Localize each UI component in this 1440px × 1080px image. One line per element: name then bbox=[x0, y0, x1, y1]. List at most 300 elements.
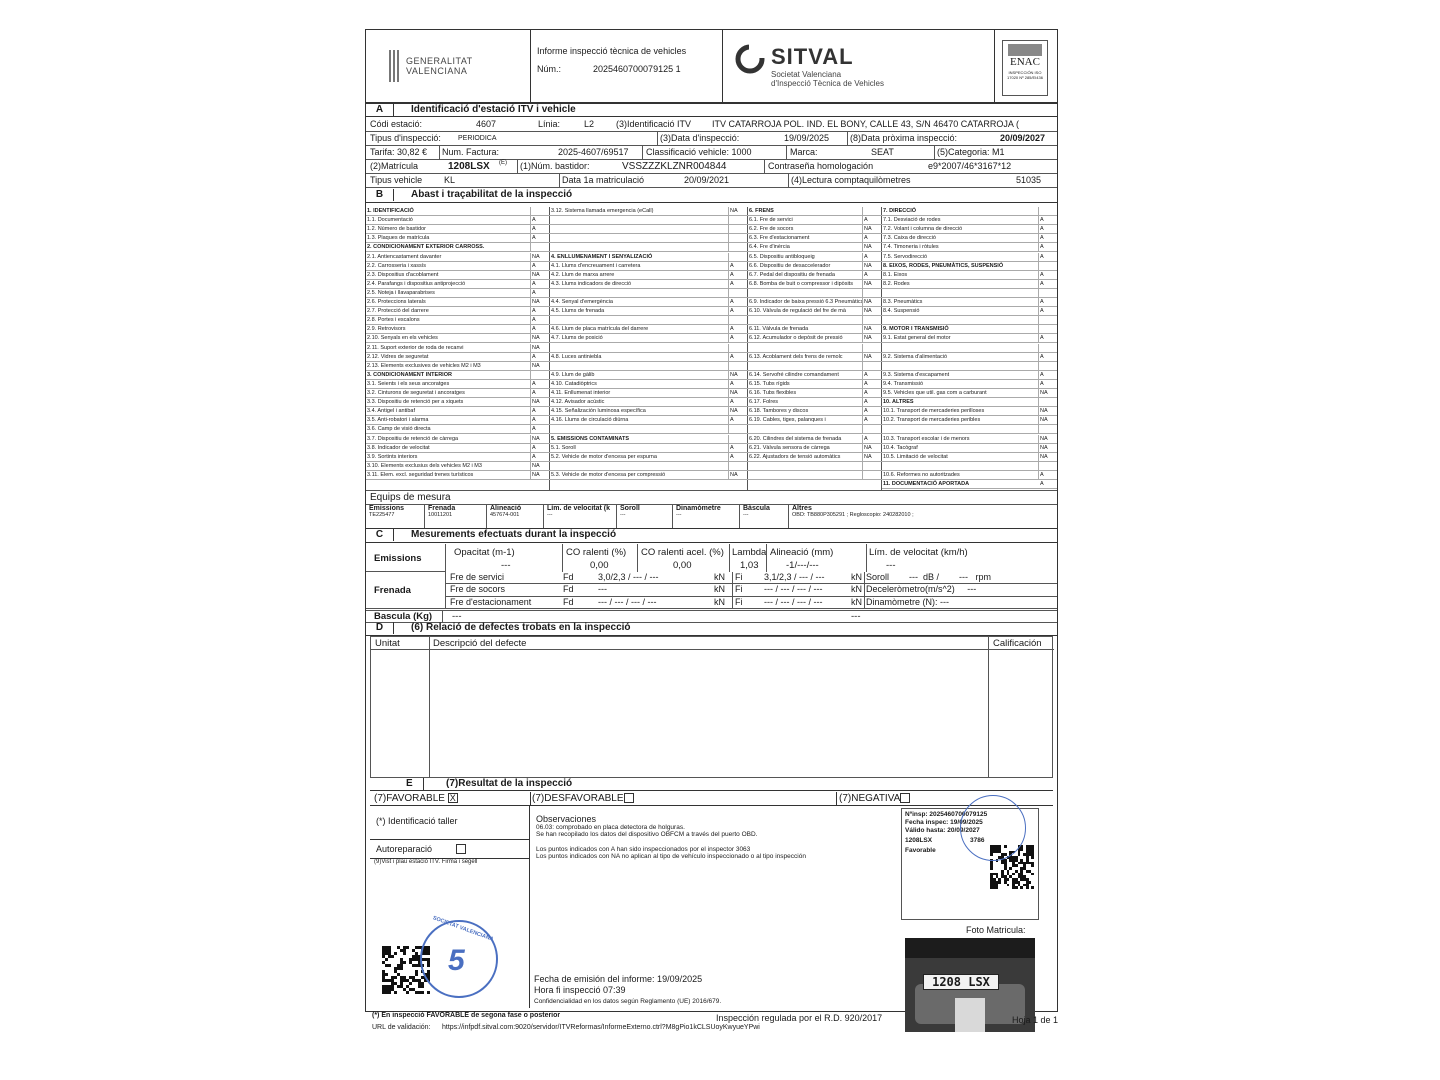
scope-item-result: A bbox=[1040, 299, 1044, 305]
scope-item bbox=[748, 416, 882, 425]
co-ralenti-label: CO ralenti (%) bbox=[566, 547, 627, 558]
scope-item-result: NA bbox=[864, 226, 872, 233]
frenada-row bbox=[446, 572, 1057, 584]
qr-module bbox=[1012, 873, 1015, 876]
scope-item-label: 6.17. Folres bbox=[749, 399, 779, 406]
scope-item-result: A bbox=[730, 380, 734, 387]
scope-item-label: 4. ENLLUMENAMENT I SENYALIZACIÓ bbox=[551, 253, 653, 260]
scope-item-result: NA bbox=[532, 335, 540, 342]
scope-item-label: 4.6. Llum de placa matrícula del darrere bbox=[551, 326, 649, 333]
ticket-fecha: Fecha inspec: 19/09/2025 bbox=[905, 819, 983, 826]
scope-item bbox=[882, 389, 1057, 398]
section-a-header bbox=[366, 103, 1057, 117]
scope-item-result: A bbox=[730, 453, 734, 460]
scope-item-label: 4.16. Llums de circulació diürna bbox=[551, 417, 629, 424]
inspection-ticket bbox=[901, 808, 1039, 920]
data-1a-value: 20/09/2021 bbox=[684, 175, 730, 185]
scope-item-label: 3.10. Elements exclusius dels vehicles M2 i M3 bbox=[367, 462, 482, 469]
proxima-label: (8)Data pròxima inspecció: bbox=[850, 133, 958, 143]
equip-serial: OBD: TB880P305291 ; Regloscopio: 240282010 ; bbox=[792, 512, 914, 518]
scope-item bbox=[550, 280, 748, 289]
scope-item-result: NA bbox=[532, 344, 540, 351]
frenada-cell: 3,0/2,3 / --- / --- bbox=[598, 572, 659, 582]
emissions-label: Emissions bbox=[366, 544, 446, 572]
equip-name: Altres bbox=[792, 505, 812, 512]
scope-item bbox=[366, 298, 550, 307]
scope-item-label: 4.5. Llums de frenada bbox=[551, 308, 605, 315]
scope-item-label: 6.16. Tubs flexibles bbox=[749, 390, 797, 396]
frenada-cell: kN bbox=[714, 584, 725, 595]
qr-module bbox=[990, 867, 993, 870]
codi-value: 4607 bbox=[476, 119, 497, 129]
scope-item-result: NA bbox=[532, 399, 540, 406]
scope-item bbox=[550, 453, 748, 462]
classificacio: Classificació vehicle: 1000 bbox=[646, 147, 752, 157]
data-inspeccio-value: 19/09/2025 bbox=[784, 133, 830, 143]
scope-item-label: 6. FRENS bbox=[749, 208, 774, 214]
scope-item-result: NA bbox=[730, 390, 738, 396]
scope-item bbox=[366, 253, 550, 262]
scope-item bbox=[882, 362, 1057, 371]
scope-item-label: 6.13. Acoblament dels frens de remolc bbox=[749, 353, 843, 360]
equip-name: Alineació bbox=[490, 505, 522, 512]
scope-item-label: 1.3. Plaques de matrícula bbox=[367, 235, 430, 242]
frenada-cell: kN bbox=[851, 572, 862, 582]
lambda-value: 1,03 bbox=[740, 560, 759, 571]
equip-name: Soroll bbox=[620, 505, 640, 512]
homologacion-label: Contraseña homologación bbox=[768, 161, 874, 171]
scope-item-label: 2.7. Protecció del darrere bbox=[367, 308, 429, 315]
frenada-cell: Dinamòmetre (N): --- bbox=[866, 596, 950, 607]
scope-item bbox=[366, 371, 550, 380]
scope-item-result: NA bbox=[864, 299, 872, 305]
scope-column-1 bbox=[366, 207, 550, 491]
scope-item-label: 6.21. Vàlvula sensora de càrrega bbox=[749, 444, 830, 451]
scope-item-label: 10.6. Reformes no autoritzades bbox=[883, 471, 960, 478]
favorable-option[interactable] bbox=[374, 793, 458, 804]
linia-label: Línia: bbox=[538, 119, 561, 129]
scope-item-result: NA bbox=[730, 208, 738, 214]
frenada-cell: --- bbox=[598, 584, 607, 595]
qr-module bbox=[1015, 864, 1018, 867]
scope-item-result: A bbox=[1040, 380, 1044, 387]
scope-item bbox=[882, 271, 1057, 280]
negativa-label: (7)NEGATIVA bbox=[839, 793, 901, 804]
tipus-label: Tipus d'inspecció: bbox=[370, 133, 441, 143]
scope-item-label: 5.2. Vehicle de motor d'encesa per espurna bbox=[551, 453, 657, 460]
frenada-cell: Fi bbox=[735, 596, 743, 607]
scope-item bbox=[550, 398, 748, 407]
scope-item bbox=[748, 262, 882, 271]
scope-item bbox=[366, 271, 550, 280]
scope-item bbox=[366, 243, 550, 252]
ticket-valido: Válido hasta: 20/09/2027 bbox=[905, 827, 980, 834]
scope-item bbox=[882, 298, 1057, 307]
qr-module bbox=[998, 881, 1001, 884]
codi-label: Códi estació: bbox=[370, 119, 423, 129]
scope-item-label: 2.12. Vidres de seguretat bbox=[367, 353, 429, 360]
scope-item bbox=[748, 280, 882, 289]
scope-item-result: A bbox=[730, 417, 734, 424]
scope-item bbox=[882, 280, 1057, 289]
calificacion-header: Calificación bbox=[993, 638, 1042, 649]
observaciones-body bbox=[536, 824, 806, 860]
scope-item-label: 10.4. Tacògraf bbox=[883, 444, 918, 451]
scope-item-result: A bbox=[730, 299, 734, 305]
scope-item-label: 6.5. Dispositiu antibloqueig bbox=[749, 253, 815, 260]
scope-item-result: A bbox=[532, 308, 536, 315]
scope-item bbox=[366, 416, 550, 425]
scope-item bbox=[550, 407, 748, 416]
frenada-cell: --- / --- / --- / --- bbox=[598, 596, 657, 607]
scope-item bbox=[882, 444, 1057, 453]
scope-item bbox=[550, 462, 748, 471]
equip-column bbox=[424, 505, 455, 528]
row-tipus-vehicle bbox=[366, 174, 1057, 188]
scope-item bbox=[550, 262, 748, 271]
scope-item-result: A bbox=[532, 235, 536, 242]
qr-module bbox=[1031, 864, 1034, 867]
qr-module bbox=[406, 946, 409, 949]
scope-item bbox=[366, 325, 550, 334]
scope-item bbox=[748, 471, 882, 480]
proxima-value: 20/09/2027 bbox=[1000, 133, 1046, 143]
scope-item-label: 4.9. Llum de gàlib bbox=[551, 371, 595, 378]
row-codi bbox=[366, 118, 1057, 132]
qr-module bbox=[1007, 878, 1010, 881]
scope-item-result: A bbox=[730, 353, 734, 360]
tarifa: Tarifa: 30,82 € bbox=[370, 147, 428, 157]
scope-item-label: 2.5. Noteja i llavaparabrises bbox=[367, 289, 435, 296]
scope-item-label: 3.12. Sistema llamada emergencia (eCall) bbox=[551, 208, 654, 214]
alineacio-value: -1/---/--- bbox=[786, 560, 819, 571]
scope-item bbox=[882, 371, 1057, 380]
scope-item bbox=[366, 435, 550, 444]
tipus-vehicle-value: KL bbox=[444, 175, 456, 185]
scope-item-result: A bbox=[1040, 481, 1044, 487]
qr-module bbox=[421, 991, 424, 994]
frenada-cell: kN bbox=[851, 584, 862, 595]
scope-item bbox=[748, 316, 882, 325]
scope-item bbox=[366, 389, 550, 398]
qr-module bbox=[1015, 886, 1018, 889]
qr-module bbox=[394, 976, 397, 979]
scope-item bbox=[550, 271, 748, 280]
ticket-matricula: 1208LSX bbox=[905, 837, 933, 844]
opacitat-value: --- bbox=[501, 560, 511, 571]
equips-title: Equips de mesura bbox=[370, 492, 451, 503]
scope-item bbox=[748, 325, 882, 334]
scope-item-result: A bbox=[532, 390, 536, 396]
scope-item-result: A bbox=[532, 453, 536, 460]
section-e bbox=[370, 778, 1053, 1010]
categoria: (5)Categoria: M1 bbox=[937, 147, 1005, 157]
scope-item bbox=[550, 207, 748, 216]
scope-item bbox=[550, 435, 748, 444]
descripcio-header: Descripció del defecte bbox=[433, 638, 527, 649]
scope-item bbox=[882, 253, 1057, 262]
scope-item-result: NA bbox=[1040, 435, 1048, 442]
frenada-cell: Fi bbox=[735, 572, 743, 582]
scope-item-result: A bbox=[532, 226, 536, 233]
scope-item-label: 6.10. Vàlvula de regulació del fre de mà bbox=[749, 308, 846, 315]
factura-label: Num. Factura: bbox=[442, 147, 500, 157]
scope-item-result: A bbox=[532, 426, 536, 433]
scope-item-result: A bbox=[1040, 353, 1044, 360]
scope-item bbox=[882, 234, 1057, 243]
validation-url-link[interactable]: https://infpdf.sitval.com:9020/servidor/ITVReformas/InformeExterno.ctrl?M8gPio1kCLSUoyKwyueYPwi bbox=[442, 1024, 760, 1031]
sitval-logo-block bbox=[723, 30, 995, 103]
scope-item-label: 4.12. Avisador acústic bbox=[551, 399, 605, 406]
frenada-cell: Fd bbox=[563, 584, 574, 595]
qr-module bbox=[996, 886, 999, 889]
lectura-label: (4)Lectura comptaquilòmetres bbox=[791, 175, 911, 185]
scope-item bbox=[748, 435, 882, 444]
scope-item-result: A bbox=[864, 380, 868, 387]
scope-item-label: 3.3. Dispositiu de retenció per a xiquets bbox=[367, 399, 464, 406]
scope-item-result: A bbox=[730, 308, 734, 315]
scope-item-result: A bbox=[1040, 371, 1044, 378]
scope-column-2 bbox=[550, 207, 748, 491]
scope-item-result: NA bbox=[532, 362, 540, 369]
scope-item-label: 1.2. Número de bastidor bbox=[367, 226, 427, 233]
scope-item-label: 2.11. Suport exterior de roda de recanvi bbox=[367, 344, 464, 351]
desfavorable-option[interactable] bbox=[532, 793, 634, 804]
scope-item-label: 4.1. Llums d'encreuament i carretera bbox=[551, 262, 641, 269]
scope-item-label: 8.3. Pneumàtics bbox=[883, 299, 923, 305]
equip-column bbox=[543, 505, 610, 528]
autoreparacio-checkbox[interactable] bbox=[456, 844, 466, 854]
scope-item-label: 6.4. Fre d'inèrcia bbox=[749, 244, 790, 251]
scope-item-label: 6.18. Tambores y discos bbox=[749, 408, 809, 415]
scope-item-label: 10.3. Transport escolar i de menors bbox=[883, 435, 970, 442]
enac-logo-block bbox=[995, 30, 1057, 103]
scope-item bbox=[748, 207, 882, 216]
footer-regulada: Inspección regulada por el R.D. 920/2017 bbox=[716, 1013, 883, 1023]
stamp-text: SOCIETAT VALENCIANA bbox=[431, 915, 495, 943]
bastidor-label: (1)Núm. bastidor: bbox=[520, 161, 590, 171]
scope-item bbox=[882, 289, 1057, 298]
generalitat-emblem-icon bbox=[388, 50, 400, 82]
section-a-title: Identificació d'estació ITV i vehicle bbox=[411, 104, 576, 115]
scope-item bbox=[366, 334, 550, 343]
equip-serial: --- bbox=[620, 512, 626, 518]
frenada-cell: Fre d'estacionament bbox=[450, 596, 532, 607]
scope-item bbox=[882, 243, 1057, 252]
scope-item-label: 10.2. Transport de mercaderies peribles bbox=[883, 417, 981, 424]
scope-item-label: 2.13. Elements exclusives de vehicles M2 i M3 bbox=[367, 362, 481, 369]
scope-item-label: 1.1. Documentació bbox=[367, 217, 413, 224]
section-b-title: Abast i traçabilitat de la inspecció bbox=[411, 189, 573, 200]
favorable-checkbox[interactable]: X bbox=[449, 793, 456, 804]
scope-item bbox=[550, 362, 748, 371]
scope-item-result: NA bbox=[1040, 417, 1048, 424]
scope-item-result: NA bbox=[864, 335, 872, 342]
scope-item bbox=[748, 243, 882, 252]
scope-item-label: 5.3. Vehicle de motor d'encesa per compressió bbox=[551, 471, 666, 478]
section-d-letter: D bbox=[366, 622, 394, 634]
scope-item bbox=[366, 216, 550, 225]
scope-item-label: 4.15. Señalización luminosa específica bbox=[551, 408, 646, 415]
scope-item bbox=[366, 316, 550, 325]
ticket-stamp bbox=[960, 795, 1026, 861]
qr-module bbox=[1031, 873, 1034, 876]
section-e-title: (7)Resultat de la inspecció bbox=[446, 778, 573, 789]
scope-item-label: 8.1. Eixos bbox=[883, 271, 908, 278]
scope-item bbox=[550, 325, 748, 334]
scope-item-result: NA bbox=[864, 262, 872, 269]
scope-item-result: A bbox=[532, 380, 536, 387]
qr-module bbox=[415, 973, 418, 976]
scope-item bbox=[550, 298, 748, 307]
scope-item-label: 10. ALTRES bbox=[883, 399, 914, 406]
section-b-header bbox=[366, 189, 1057, 203]
marca-label: Marca: bbox=[790, 147, 818, 157]
scope-item-result: NA bbox=[532, 299, 540, 305]
equip-serial: TE225477 bbox=[369, 512, 395, 518]
scope-item-result: NA bbox=[532, 471, 540, 478]
scope-item-result: A bbox=[1040, 335, 1044, 342]
enac-sub: INSPECCIÓN ISO 17020 Nº 285/EI436 bbox=[1007, 70, 1043, 80]
inspection-scope-grid bbox=[366, 207, 1057, 491]
report-header bbox=[366, 30, 1057, 103]
scope-item bbox=[366, 353, 550, 362]
scope-item bbox=[366, 453, 550, 462]
frenada-cell: 3,1/2,3 / --- / --- bbox=[764, 572, 825, 582]
scope-item-label: 7.5. Servodirecció bbox=[883, 253, 928, 260]
scope-item-label: 6.11. Vàlvula de frenada bbox=[749, 326, 809, 333]
frenada-row bbox=[446, 584, 1057, 596]
scope-item-label: 4.11. Enllumenat interior bbox=[551, 390, 611, 396]
equip-name: Dinamòmetre bbox=[676, 505, 721, 512]
alineacio-label: Alineació (mm) bbox=[770, 547, 834, 558]
section-e-letter: E bbox=[406, 778, 413, 789]
qr-module bbox=[394, 952, 397, 955]
lambda-label: Lambda bbox=[732, 547, 767, 558]
scope-item-result: A bbox=[864, 371, 868, 378]
scope-item bbox=[882, 216, 1057, 225]
scope-item-result: A bbox=[532, 353, 536, 360]
scope-item-result: A bbox=[1040, 253, 1044, 260]
ticket-code: 3786 bbox=[970, 837, 985, 844]
scope-item-result: NA bbox=[864, 308, 872, 315]
autoreparacio-label: Autoreparació bbox=[376, 844, 433, 854]
matricula-value: 1208LSX bbox=[448, 161, 490, 172]
negativa-checkbox[interactable] bbox=[900, 793, 910, 803]
scope-item bbox=[366, 407, 550, 416]
scope-item bbox=[882, 225, 1057, 234]
scope-item-result: NA bbox=[730, 371, 738, 378]
co-acel-label: CO ralenti acel. (%) bbox=[641, 547, 724, 558]
scope-item bbox=[550, 234, 748, 243]
ticket-ninsp: Nºinsp: 2025460700079125 bbox=[905, 811, 988, 818]
scope-item-result: A bbox=[730, 444, 734, 451]
scope-item-label: 6.2. Fre de socors bbox=[749, 226, 794, 233]
desfavorable-label: (7)DESFAVORABLE bbox=[532, 793, 624, 804]
scope-item-result: A bbox=[1040, 280, 1044, 287]
scope-item bbox=[366, 280, 550, 289]
frenada-cell: Fre de servici bbox=[450, 572, 505, 582]
scope-item bbox=[366, 262, 550, 271]
equip-serial: 457674-001 bbox=[490, 512, 520, 518]
scope-item bbox=[366, 425, 550, 434]
section-c-header bbox=[366, 529, 1057, 543]
scope-item-result: A bbox=[864, 399, 868, 406]
scope-item-label: 2.8. Portes i escalons bbox=[367, 317, 420, 324]
scope-item-label: 3.1. Seients i els seus ancoratges bbox=[367, 380, 450, 387]
scope-item bbox=[748, 216, 882, 225]
footer-hoja: Hoja 1 de 1 bbox=[1012, 1015, 1059, 1025]
frenada-cell: --- / --- / --- / --- bbox=[764, 584, 823, 595]
scope-item-label: 10.5. Limitació de velocitat bbox=[883, 453, 948, 460]
scope-item-label: 2.3. Dispositius d'acoblament bbox=[367, 271, 439, 278]
matricula-label: (2)Matrícula bbox=[370, 161, 419, 171]
scope-item bbox=[748, 362, 882, 371]
scope-item bbox=[550, 371, 748, 380]
scope-item-label: 6.20. Cilindres del sistema de frenada bbox=[749, 435, 842, 442]
scope-item bbox=[748, 389, 882, 398]
scope-item bbox=[882, 353, 1057, 362]
footer-nota: (*) En inspecció FAVORABLE de segona fase o posterior bbox=[372, 1012, 561, 1019]
desfavorable-checkbox[interactable] bbox=[624, 793, 634, 803]
qr-module bbox=[1018, 853, 1021, 856]
section-c-letter: C bbox=[366, 529, 394, 541]
scope-item-result: A bbox=[864, 417, 868, 424]
scope-item-result: NA bbox=[730, 408, 738, 415]
scope-item bbox=[882, 480, 1057, 489]
scope-item bbox=[882, 334, 1057, 343]
equip-column bbox=[672, 505, 721, 528]
scope-item bbox=[882, 425, 1057, 434]
scope-item-result: NA bbox=[1040, 408, 1048, 415]
scope-item bbox=[748, 289, 882, 298]
scope-item-label: 4.4. Senyal d'emergència bbox=[551, 299, 613, 305]
scope-item-result: A bbox=[1040, 471, 1044, 478]
scope-item bbox=[882, 262, 1057, 271]
scope-item-result: A bbox=[532, 280, 536, 287]
scope-item-label: 7.4. Timoneria i ròtules bbox=[883, 244, 939, 251]
frenada-cell: --- / --- / --- / --- bbox=[764, 596, 823, 607]
scope-item-result: A bbox=[730, 326, 734, 333]
equip-column bbox=[739, 505, 770, 528]
scope-item-label: 10.1. Transport de mercaderies perilloses bbox=[883, 408, 985, 415]
frenada-cell: Fd bbox=[563, 596, 574, 607]
scope-item-label: 3.11. Elem. excl. seguridad trenes turísticos bbox=[367, 471, 474, 478]
negativa-option[interactable] bbox=[839, 793, 910, 804]
scope-item-label: 2.4. Parafangs i dispositius antiprojecció bbox=[367, 280, 466, 287]
equip-serial: --- bbox=[676, 512, 682, 518]
scope-item bbox=[366, 444, 550, 453]
scope-item bbox=[748, 462, 882, 471]
scope-item-label: 4.7. Llums de posició bbox=[551, 335, 603, 342]
scope-item-result: A bbox=[730, 399, 734, 406]
scope-item bbox=[748, 371, 882, 380]
scope-item bbox=[748, 380, 882, 389]
data-inspeccio-label: (3)Data d'inspecció: bbox=[660, 133, 740, 143]
scope-item-label: 2.2. Carrosseria i xassís bbox=[367, 262, 426, 269]
scope-item bbox=[748, 353, 882, 362]
obs-line-1: 06.03: comprobado en placa detectora de holguras. bbox=[536, 824, 685, 831]
scope-item-result: A bbox=[730, 262, 734, 269]
scope-item-result: A bbox=[1040, 244, 1044, 251]
scope-item-label: 3.4. Antigel i antibaf bbox=[367, 408, 416, 415]
scope-item bbox=[882, 407, 1057, 416]
scope-item-label: 5. EMISSIONS CONTAMINATS bbox=[551, 435, 630, 442]
bastidor-value: VSSZZZKLZNR004844 bbox=[622, 161, 727, 172]
equip-name: Frenada bbox=[428, 505, 456, 512]
ident-itv-value: ITV CATARROJA POL. IND. EL BONY, CALLE 43, S/N 46470 CATARROJA ( bbox=[712, 119, 1019, 129]
scope-item-label: 3.7. Dispositiu de retenció de càrrega bbox=[367, 435, 459, 442]
